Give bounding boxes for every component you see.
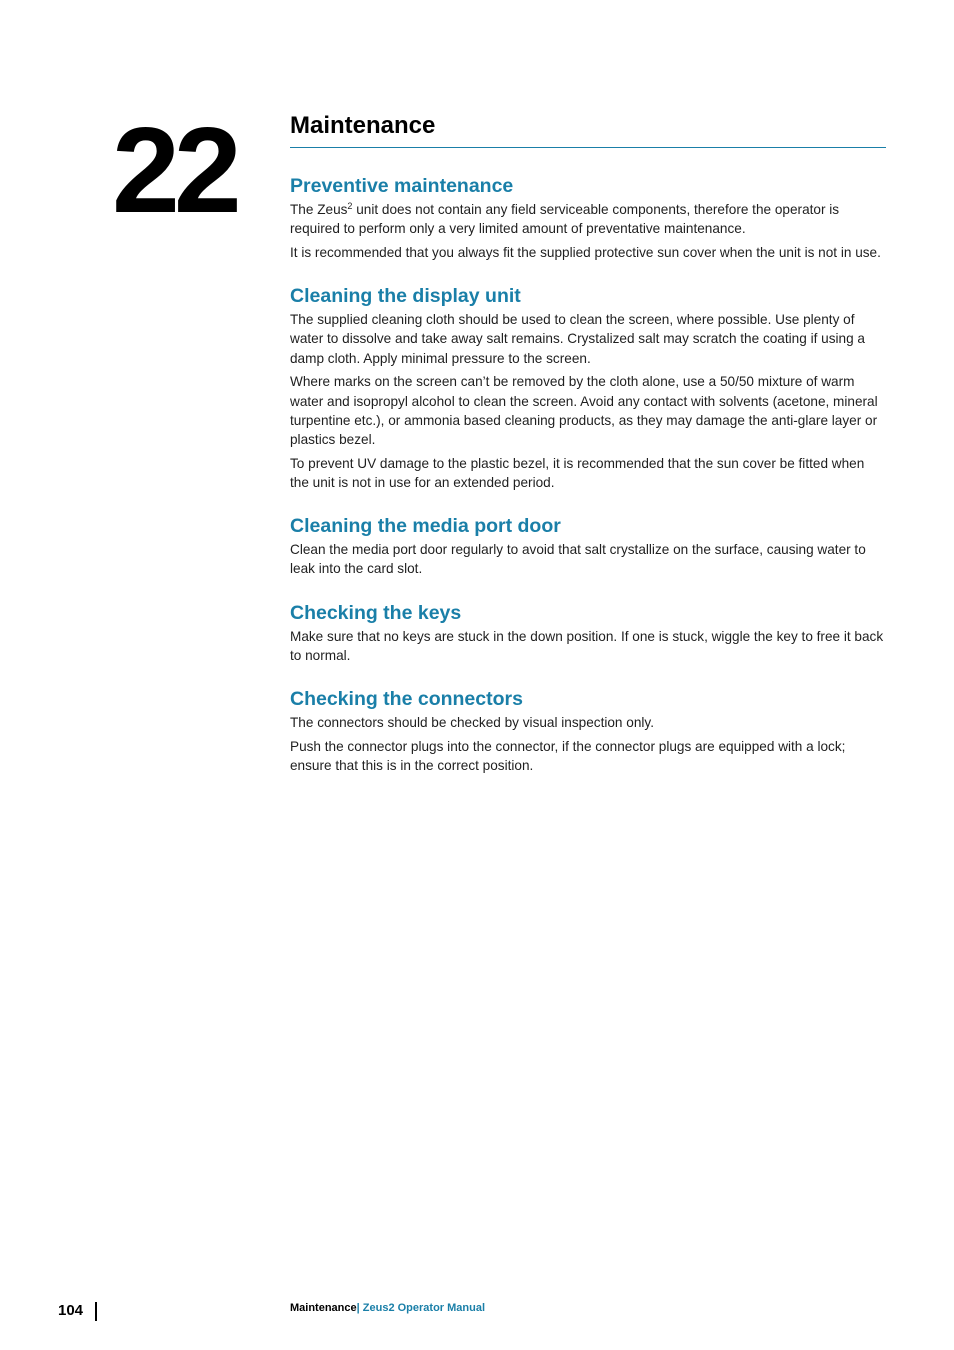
paragraph: Push the connector plugs into the connector, if the connector plugs are equipped with a lock; ensure that this is in the correct position. — [290, 738, 846, 774]
paragraph: To prevent UV damage to the plastic bezel, it is recommended that the sun cover be fitted when the unit is not in use for an extended period. — [290, 455, 865, 491]
section-checking-connectors — [290, 687, 886, 775]
superscript: 2 — [347, 201, 353, 211]
section-preventive-maintenance — [290, 174, 886, 262]
footer-manual-title: | Zeus2 Operator Manual — [356, 1302, 486, 1314]
section-cleaning-media-port-door — [290, 514, 886, 578]
paragraph: It is recommended that you always fit the supplied protective sun cover when the unit is not in use. — [290, 245, 881, 260]
section-checking-keys — [290, 601, 886, 665]
page-number: 104 — [58, 1302, 84, 1319]
section-cleaning-display-unit — [290, 284, 886, 492]
section-heading: Cleaning the media port door — [290, 515, 561, 538]
paragraph — [290, 200, 886, 238]
section-heading: Cleaning the display unit — [290, 285, 521, 308]
paragraph-text: The Zeus — [290, 202, 348, 217]
page-content — [290, 106, 886, 775]
chapter-number: 22 — [112, 102, 236, 238]
paragraph-text: unit does not contain any field serviceable components, therefore the operator is required to perform only a very limited amount of preventative maintenance. — [290, 202, 840, 237]
footer-section: Maintenance — [290, 1302, 357, 1314]
paragraph: Where marks on the screen can’t be removed by the cloth alone, use a 50/50 mixture of warm water and isopropyl alcohol to clean the screen. Avoid any contact with solvents (acetone, mineral turpentine etc.), or ammonia based cleaning products, as they may damage the anti-glare layer or plastics bezel. — [290, 374, 878, 448]
section-heading: Preventive maintenance — [290, 175, 514, 197]
paragraph: The connectors should be checked by visual inspection only. — [290, 715, 654, 731]
section-heading: Checking the keys — [290, 601, 462, 624]
page-footer — [58, 1299, 898, 1323]
section-heading: Checking the connectors — [290, 688, 523, 711]
page-number-divider — [95, 1302, 97, 1321]
title-divider — [290, 147, 886, 148]
running-footer — [290, 1302, 485, 1314]
paragraph: Make sure that no keys are stuck in the down position. If one is stuck, wiggle the key to free it back to normal. — [290, 628, 884, 663]
paragraph: The supplied cleaning cloth should be used to clean the screen, where possible. Use plenty of water to dissolve and take away salt remains. Crystalized salt may scratch the coating if using a damp cloth. Apply minimal pressure to the screen. — [290, 312, 865, 366]
chapter-title: Maintenance — [290, 112, 436, 139]
paragraph: Clean the media port door regularly to avoid that salt crystallize on the surface, causing water to leak into the card slot. — [290, 542, 866, 577]
